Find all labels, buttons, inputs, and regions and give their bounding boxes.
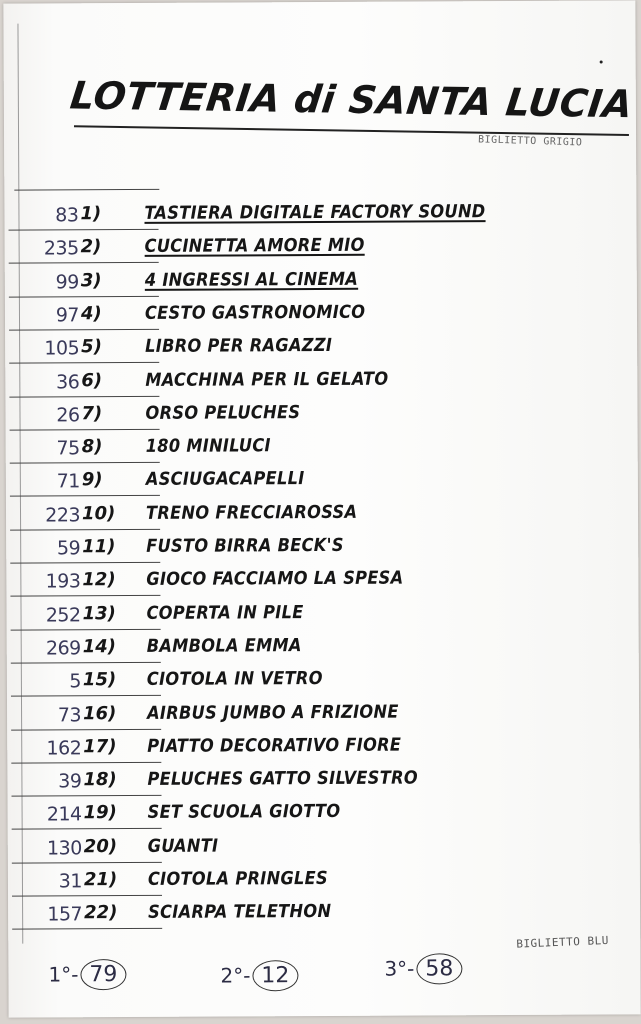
prize-index: 5) [81, 336, 102, 358]
prize-row [6, 563, 638, 599]
drawn-ticket-number: 105 [44, 337, 80, 360]
prize-row [6, 463, 638, 499]
prize-row [6, 496, 638, 532]
row-rule [11, 795, 161, 797]
prize-name: CIOTOLA PRINGLES [147, 867, 329, 890]
row-rule [9, 295, 159, 297]
prize-index: 9) [81, 469, 103, 491]
prize-name: AIRBUS JUMBO A FRIZIONE [147, 701, 399, 724]
drawn-ticket-number: 162 [46, 737, 82, 760]
prize-index: 8) [81, 436, 103, 458]
winning-numbers [8, 940, 640, 1003]
note-biglietto-grigio: BIGLIETTO GRIGIO [477, 134, 583, 149]
prize-index: 10) [81, 502, 116, 524]
row-rule [9, 229, 159, 231]
prize-name: PIATTO DECORATIVO FIORE [147, 734, 402, 757]
drawn-ticket-number: 269 [45, 637, 81, 660]
drawn-ticket-number: 97 [55, 304, 80, 327]
row-rule [12, 895, 162, 897]
winner-3-value: 58 [416, 953, 462, 984]
winner-1 [48, 959, 126, 990]
prize-index: 20) [83, 835, 118, 857]
prize-index: 22) [84, 902, 118, 924]
note-biglietto-blu: BIGLIETTO BLU [516, 933, 610, 951]
prize-row [8, 862, 640, 898]
winner-2-value: 12 [252, 960, 298, 991]
row-rule [11, 762, 161, 764]
drawn-ticket-number: 214 [46, 803, 82, 826]
row-rule [10, 495, 160, 497]
prize-row [6, 596, 638, 632]
winner-3 [384, 953, 462, 984]
drawn-ticket-number: 73 [57, 703, 82, 726]
drawn-ticket-number: 71 [56, 470, 80, 493]
prize-row [7, 762, 639, 798]
lottery-sheet [3, 0, 640, 1017]
prize-index: 17) [83, 735, 117, 758]
prize-row [8, 796, 640, 832]
prize-index: 11) [82, 536, 116, 558]
row-rule [11, 728, 161, 730]
row-rule [9, 262, 159, 264]
drawn-ticket-number: 59 [56, 537, 81, 560]
prize-index: 13) [82, 602, 116, 624]
title-underline [74, 125, 629, 136]
row-rule [9, 362, 159, 364]
page-title: LOTTERIA di SANTA LUCIA [67, 73, 636, 127]
list-top-line [14, 189, 159, 191]
drawn-ticket-number: 75 [56, 437, 80, 460]
prize-name: GIOCO FACCIAMO LA SPESA [146, 567, 404, 591]
prize-index: 2) [80, 236, 102, 258]
prize-row [7, 729, 639, 765]
prize-name: SET SCUOLA GIOTTO [147, 801, 341, 824]
prize-row [8, 829, 640, 865]
prize-row [6, 429, 638, 465]
prize-name: 4 INGRESSI AL CINEMA [144, 268, 359, 291]
winner-3-label: 3°- [384, 956, 415, 981]
prize-name: TASTIERA DIGITALE FACTORY SOUND [144, 201, 486, 224]
drawn-ticket-number: 5 [69, 670, 81, 693]
prize-index: 21) [83, 869, 118, 891]
row-rule [9, 329, 159, 331]
prize-row [7, 629, 639, 665]
drawn-ticket-number: 39 [58, 770, 82, 793]
prize-name: FUSTO BIRRA BECK'S [146, 534, 344, 557]
row-rule [11, 662, 161, 664]
prize-index: 14) [82, 635, 117, 658]
prize-name: CUCINETTA AMORE MIO [144, 235, 365, 258]
drawn-ticket-number: 36 [56, 370, 80, 393]
winner-2 [220, 960, 298, 991]
prize-row [5, 363, 637, 399]
drawn-ticket-number: 26 [56, 404, 80, 427]
drawn-ticket-number: 99 [55, 270, 79, 293]
prize-row [7, 663, 639, 699]
prize-name: CIOTOLA IN VETRO [146, 668, 323, 691]
row-rule [10, 595, 160, 597]
row-rule [12, 828, 162, 830]
drawn-ticket-number: 223 [45, 503, 81, 527]
prize-row [7, 696, 639, 732]
prize-row [5, 230, 637, 266]
prize-index: 15) [82, 669, 117, 691]
row-rule [10, 529, 160, 531]
row-rule [11, 695, 161, 697]
prize-row [4, 196, 636, 232]
row-rule [10, 462, 160, 464]
prize-name: COPERTA IN PILE [146, 601, 304, 624]
prize-name: MACCHINA PER IL GELATO [145, 368, 389, 391]
ink-dot [600, 61, 603, 64]
prize-row [5, 296, 637, 332]
prize-name: BAMBOLA EMMA [146, 634, 302, 657]
drawn-ticket-number: 193 [45, 570, 81, 593]
prize-name: 180 MINILUCI [145, 435, 271, 458]
winner-1-value: 79 [80, 959, 126, 990]
winner-2-label: 2°- [220, 963, 251, 988]
drawn-ticket-number: 83 [55, 204, 79, 227]
winner-1-label: 1°- [48, 962, 79, 987]
row-rule [11, 628, 161, 630]
prize-row [5, 396, 637, 432]
prize-name: CESTO GASTRONOMICO [144, 301, 366, 324]
prize-index: 7) [81, 402, 103, 425]
prize-index: 12) [82, 569, 116, 591]
prize-index: 16) [83, 702, 117, 724]
drawn-ticket-number: 157 [47, 903, 83, 926]
prize-name: ORSO PELUCHES [145, 401, 301, 424]
prize-index: 6) [81, 369, 103, 391]
prize-index: 1) [80, 203, 102, 225]
row-rule [12, 928, 162, 930]
drawn-ticket-number: 235 [43, 237, 79, 260]
prize-name: GUANTI [147, 835, 219, 857]
prize-index: 4) [80, 303, 102, 325]
row-rule [12, 862, 162, 864]
row-rule [10, 562, 160, 564]
prize-row [5, 330, 637, 366]
prize-name: TRENO FRECCIAROSSA [145, 501, 358, 524]
prize-row [8, 896, 640, 932]
prize-index: 18) [83, 769, 117, 791]
drawn-ticket-number: 130 [46, 836, 82, 860]
drawn-ticket-number: 252 [45, 603, 81, 627]
prize-row [5, 263, 637, 299]
prize-name: SCIARPA TELETHON [148, 901, 332, 924]
prize-name: PELUCHES GATTO SILVESTRO [147, 767, 418, 791]
prize-name: ASCIUGACAPELLI [145, 468, 305, 491]
prize-row [6, 529, 638, 565]
drawn-ticket-number: 31 [58, 870, 83, 893]
prize-index: 19) [83, 802, 117, 824]
row-rule [10, 429, 160, 431]
prize-name: LIBRO PER RAGAZZI [145, 335, 333, 358]
row-rule [9, 395, 159, 397]
prize-index: 3) [80, 269, 102, 291]
